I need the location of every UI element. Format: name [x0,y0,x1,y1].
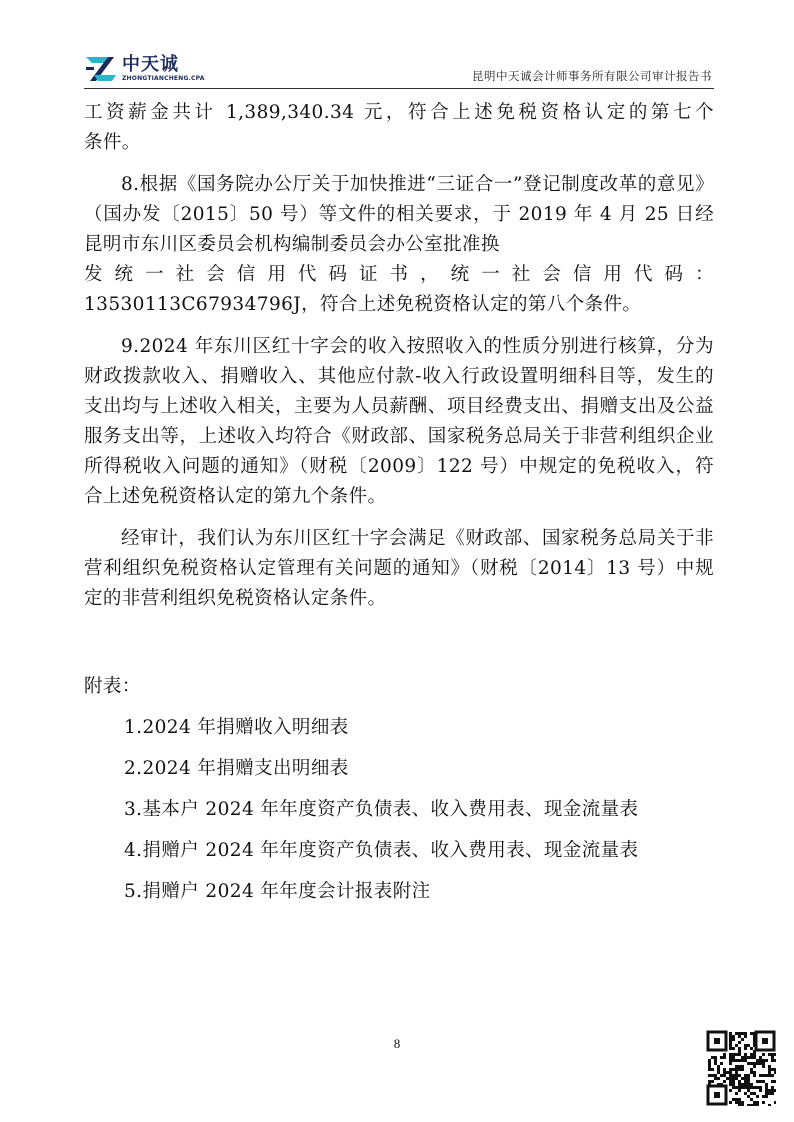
attachment-item: 1.2024 年捐赠收入明细表 [124,717,349,738]
attachment-item: 4.捐赠户 2024 年年度资产负债表、收入费用表、现金流量表 [124,840,639,861]
page-number: 8 [393,1036,401,1051]
attachment-item: 3.基本户 2024 年年度资产负债表、收入费用表、现金流量表 [124,799,639,820]
paragraph-7-line-2: 条件。 [84,132,141,153]
paragraph-8-credit-code-line: 发统一社会信用代码证书，统一社会信用代码： [84,264,714,285]
report-body [84,98,714,907]
attachment-item: 5.捐赠户 2024 年年度会计报表附注 [124,881,431,902]
company-logo [84,54,205,84]
audit-conclusion-paragraph: 经审计，我们认为东川区红十字会满足《财政部、国家税务总局关于非营利组织免税资格认定管理有关问题的通知》（财税〔2014〕13 号）中规定的非营利组织免税资格认定条件。 [84,528,714,609]
page-header [84,52,714,89]
paragraph-8-credit-code: 13530113C67934796J，符合上述免税资格认定的第八个条件。 [84,294,642,315]
firm-report-title: 昆明中天诚会计师事务所有限公司审计报告书 [472,69,712,83]
logo-mark-icon [84,55,118,83]
paragraph-7-line-1: 工资薪金共计 1,389,340.34 元，符合上述免税资格认定的第七个 [84,102,714,123]
qr-code-icon [706,1030,776,1106]
paragraph-9: 9.2024 年东川区红十字会的收入按照收入的性质分别进行核算，分为财政拨款收入、捐赠收入、其他应付款-收入行政设置明细科目等，发生的支出均与上述收入相关，主要为人员薪酬、项目经费支出、捐赠支出及公益服务支出等，上述收入均符合《财政部、国家税务总局关于非营利组织企业所得税收入问题的通知》（财税〔2009〕122 号）中规定的免税收入，符合上述免税资格认定的第九个条件。 [84,336,714,507]
paragraph-8: 8.根据《国务院办公厅关于加快推进“三证合一”登记制度改革的意见》（国办发〔2015〕50 号）等文件的相关要求，于 2019 年 4 月 25 日经昆明市东川区委员会机构编制委员会办公室批准换 [84,174,714,255]
attachment-item: 2.2024 年捐赠支出明细表 [124,758,349,779]
logo-english-name: ZHONGTIANCHENG.CPA [122,75,205,82]
logo-chinese-name: 中天诚 [122,54,179,75]
attachments-title: 附表： [84,676,141,697]
